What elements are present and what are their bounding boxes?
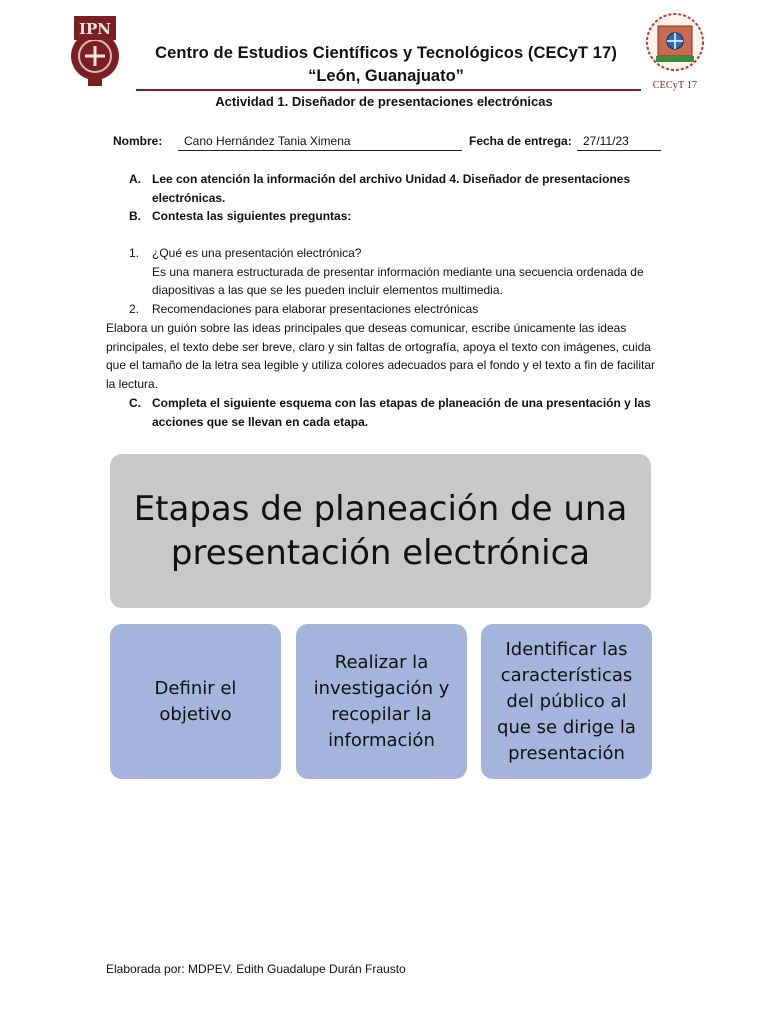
diagram-step-2-text: Realizar la investigación y recopilar la información <box>313 651 450 751</box>
header-divider <box>136 89 641 91</box>
date-label: Fecha de entrega: <box>469 134 572 148</box>
diagram-title-box <box>110 454 651 608</box>
instruction-a-text: Lee con atención la información del archivo Unidad 4. Diseñador de presentaciones electrónicas. <box>152 172 631 205</box>
question-1-text: ¿Qué es una presentación electrónica? <box>152 246 362 260</box>
instruction-b-text: Contesta las siguientes preguntas: <box>152 209 352 223</box>
activity-title: Actividad 1. Diseñador de presentaciones electrónicas <box>215 94 553 109</box>
instruction-c-marker: C. <box>129 396 141 410</box>
footer-author: Elaborada por: MDPEV. Edith Guadalupe Durán Frausto <box>106 962 406 976</box>
question-1-marker: 1. <box>129 246 140 260</box>
diagram-step-1 <box>110 624 281 779</box>
diagram-step-3 <box>481 624 652 779</box>
svg-text:IPN: IPN <box>78 20 112 38</box>
question-2-marker: 2. <box>129 302 140 316</box>
diagram-step-2 <box>296 624 467 779</box>
instruction-a-marker: A. <box>129 172 141 186</box>
question-2-answer: Elabora un guión sobre las ideas principales que deseas comunicar, escribe únicamente las ideas principales, el texto debe ser breve, claro y sin faltas de ortografía, apoya el texto con imágenes, cuida que el tamaño de la letra sea legible y utiliza colores adecuados para el fondo y el texto a fin de facilitar la lectura. <box>106 321 655 391</box>
name-field: Cano Hernández Tania Ximena <box>178 134 462 151</box>
cecyt-logo-label: CECyT 17 <box>652 80 698 91</box>
question-2-text: Recomendaciones para elaborar presentaciones electrónicas <box>152 302 479 316</box>
diagram-step-1-text: Definir el objetivo <box>154 677 237 725</box>
question-1-answer: Es una manera estructurada de presentar información mediante una secuencia ordenada de diapositivas a las que se les pueden incluir elementos multimedia. <box>152 264 644 297</box>
ipn-logo <box>68 12 122 88</box>
diagram-step-3-text: Identificar las características del público al que se dirige la presentación <box>497 638 636 764</box>
date-field: 27/11/23 <box>577 134 661 151</box>
institution-title: Centro de Estudios Científicos y Tecnológicos (CECyT 17) <box>155 44 617 62</box>
institution-city: “León, Guanajuato” <box>308 67 464 85</box>
instruction-c-text: Completa el siguiente esquema con las etapas de planeación de una presentación y las acciones que se llevan en cada etapa. <box>152 396 651 429</box>
instruction-b-marker: B. <box>129 209 141 223</box>
name-label: Nombre: <box>113 134 163 148</box>
diagram-title: Etapas de planeación de una presentación electrónica <box>133 489 628 573</box>
